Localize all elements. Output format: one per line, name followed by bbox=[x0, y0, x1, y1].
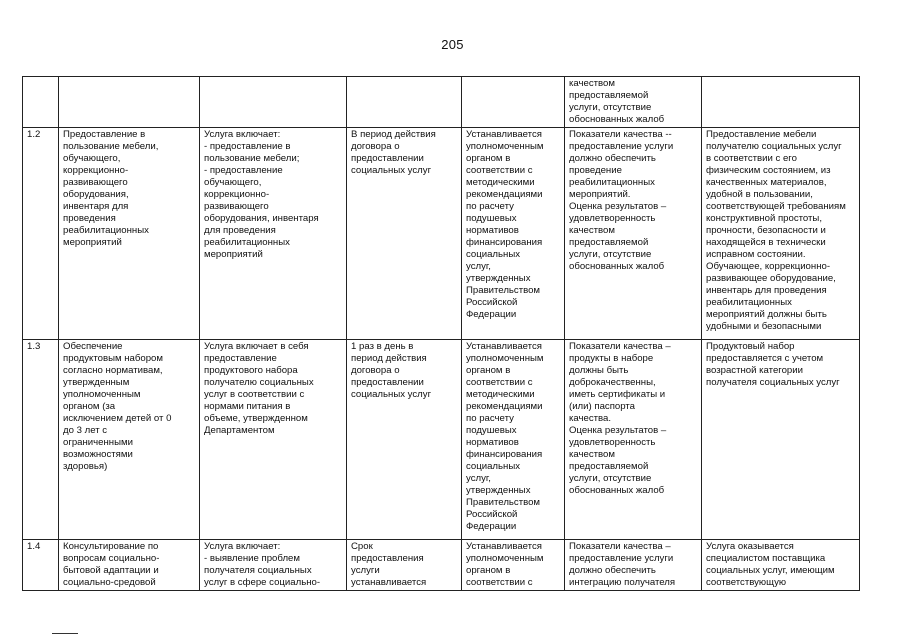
table-row-1-4 bbox=[23, 540, 860, 591]
cell-quality: качеством предоставляемой услуги, отсутствие обоснованных жалоб bbox=[565, 77, 702, 128]
services-table bbox=[22, 76, 860, 591]
footer-divider bbox=[52, 633, 78, 634]
cell-service-name bbox=[59, 77, 200, 128]
cell-conditions: Услуга оказывается специалистом поставщика социальных услуг, имеющим соответствующую bbox=[702, 540, 860, 591]
cell-service-content: Услуга включает в себя предоставление продуктового набора получателю социальных услуг в соответствии с нормами питания в объеме, утвержденном Департаментом bbox=[200, 340, 347, 540]
cell-conditions bbox=[702, 77, 860, 128]
cell-norm: Устанавливается уполномоченным органом в соответствии с bbox=[462, 540, 565, 591]
cell-period: Срок предоставления услуги устанавливается bbox=[347, 540, 462, 591]
cell-quality: Показатели качества – продукты в наборе должны быть доброкачественны, иметь сертификаты и (или) паспорта качества. Оценка результатов – удовлетворенность качеством предоставляемой услуги, отсутствие обоснованных жалоб bbox=[565, 340, 702, 540]
cell-conditions: Продуктовый набор предоставляется с учетом возрастной категории получателя социальных услуг bbox=[702, 340, 860, 540]
cell-quality: Показатели качества – предоставление услуги должно обеспечить интеграцию получателя bbox=[565, 540, 702, 591]
cell-norm: Устанавливается уполномоченным органом в соответствии с методическими рекомендациями по расчету подушевых нормативов финансирования социальных услуг, утвержденных Правительством Российской Федерации bbox=[462, 128, 565, 340]
cell-period: 1 раз в день в период действия договора о предоставлении социальных услуг bbox=[347, 340, 462, 540]
table-row-continuation bbox=[23, 77, 860, 128]
cell-period: В период действия договора о предоставлении социальных услуг bbox=[347, 128, 462, 340]
page-number: 205 bbox=[441, 37, 464, 52]
cell-quality: Показатели качества -- предоставление услуги должно обеспечить проведение реабилитационных мероприятий. Оценка результатов – удовлетворенность качеством предоставляемой услуги, отсутствие обоснованных жалоб bbox=[565, 128, 702, 340]
cell-service-name: Консультирование по вопросам социально- бытовой адаптации и социально-средовой bbox=[59, 540, 200, 591]
cell-number bbox=[23, 77, 59, 128]
cell-service-name: Обеспечение продуктовым набором согласно нормативам, утвержденным уполномоченным органом (за исключением детей от 0 до 3 лет с ограниченными возможностями здоровья) bbox=[59, 340, 200, 540]
table-row-1-2 bbox=[23, 128, 860, 340]
cell-service-content: Услуга включает: - предоставление в пользование мебели; - предоставление обучающего, коррекционно- развивающего оборудования, инвентаря для проведения реабилитационных мероприятий bbox=[200, 128, 347, 340]
cell-period bbox=[347, 77, 462, 128]
cell-conditions: Предоставление мебели получателю социальных услуг в соответствии с его физическим состоянием, из качественных материалов, удобной в пользовании, соответствующей требованиям конструктивной простоты, прочности, безопасности и находящейся в технически исправном состоянии. Обучающее, коррекционно- развивающее оборудование, инвентарь для проведения реабилитационных мероприятий должны быть удобными и безопасными bbox=[702, 128, 860, 340]
cell-service-content bbox=[200, 77, 347, 128]
cell-service-content: Услуга включает: - выявление проблем получателя социальных услуг в сфере социально- bbox=[200, 540, 347, 591]
cell-number: 1.3 bbox=[23, 340, 59, 540]
cell-norm: Устанавливается уполномоченным органом в соответствии с методическими рекомендациями по расчету подушевых нормативов финансирования социальных услуг, утвержденных Правительством Российской Федерации bbox=[462, 340, 565, 540]
cell-number: 1.4 bbox=[23, 540, 59, 591]
cell-norm bbox=[462, 77, 565, 128]
table-row-1-3 bbox=[23, 340, 860, 540]
cell-number: 1.2 bbox=[23, 128, 59, 340]
cell-service-name: Предоставление в пользование мебели, обучающего, коррекционно- развивающего оборудования, инвентаря для проведения реабилитационных мероприятий bbox=[59, 128, 200, 340]
